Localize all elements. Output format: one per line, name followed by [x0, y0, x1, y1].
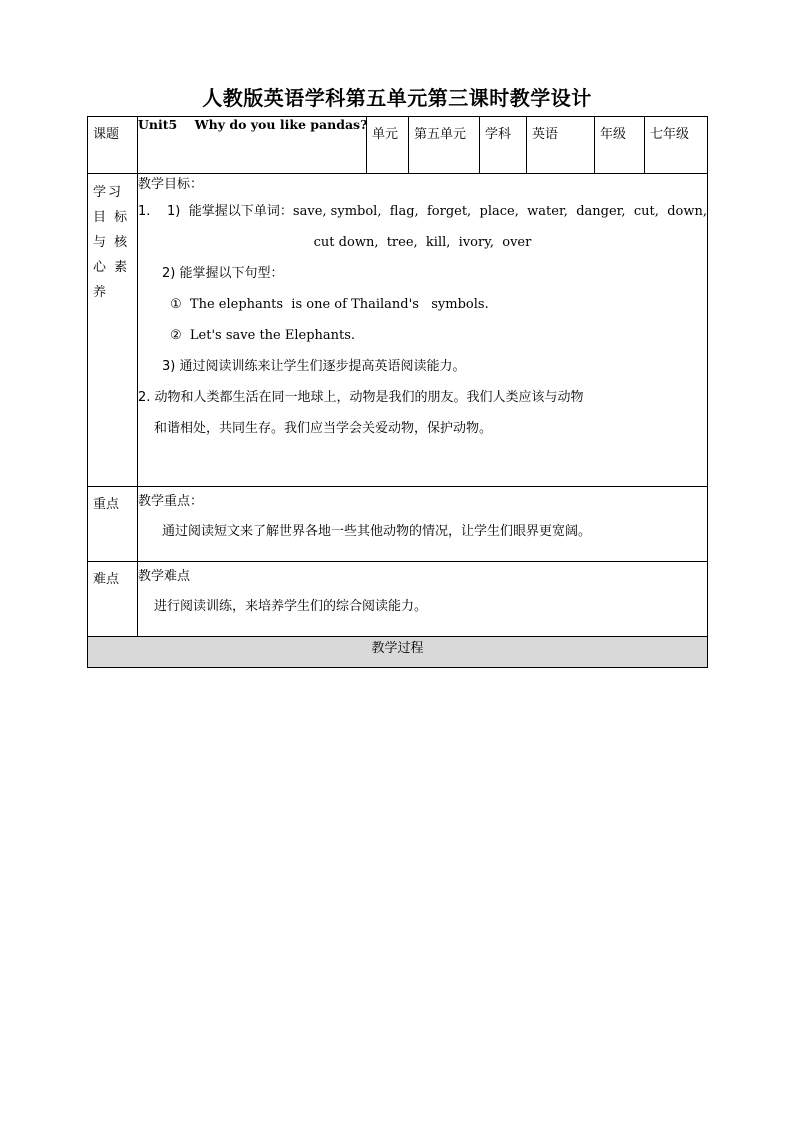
difficulties-content — [138, 562, 708, 637]
page-title: 人教版英语学科第五单元第三课时教学设计 — [202, 86, 592, 110]
topic-label: 课题 — [88, 117, 138, 174]
objective-sentences-heading: 2) 能掌握以下句型： — [162, 266, 284, 281]
key-points-text: 通过阅读短文来了解世界各地一些其他动物的情况，让学生们眼界更宽阔。 — [162, 524, 592, 539]
difficulties-label: 难点 — [88, 562, 138, 637]
key-points-row — [88, 487, 708, 562]
difficulties-row — [88, 562, 708, 637]
objective-sentence-2: ② Let's save the Elephants. — [170, 328, 356, 343]
subject-label: 学科 — [480, 117, 527, 174]
difficulties-text: 进行阅读训练，来培养学生们的综合阅读能力。 — [154, 599, 428, 614]
objective-words-cont: cut down, tree, kill, ivory, over — [313, 235, 532, 250]
objectives-content — [138, 174, 708, 487]
objective-words: 1. 1) 能掌握以下单词：save, symbol, flag, forget, place, water, danger, cut, down, — [138, 204, 707, 219]
key-points-heading: 教学重点： — [138, 494, 204, 509]
grade-label: 年级 — [595, 117, 645, 174]
topic-value: Unit5 Why do you like pandas? — [138, 117, 367, 174]
objectives-row — [88, 174, 708, 487]
subject-value: 英语 — [527, 117, 595, 174]
key-points-label: 重点 — [88, 487, 138, 562]
objective-animals-1: 2. 动物和人类都生活在同一地球上，动物是我们的朋友。我们人类应该与动物 — [138, 390, 584, 405]
objective-sentence-1: ① The elephants is one of Thailand's symbols. — [170, 297, 489, 312]
lesson-plan-table — [87, 116, 708, 668]
difficulties-heading: 教学难点 — [138, 569, 191, 584]
process-label: 教学过程 — [88, 637, 708, 668]
objectives-label: 学习 目 标 与 核 心 素 养 — [88, 174, 138, 487]
header-row — [88, 117, 708, 174]
unit-label: 单元 — [367, 117, 409, 174]
objectives-heading: 教学目标： — [138, 177, 204, 192]
grade-value: 七年级 — [645, 117, 708, 174]
process-row — [88, 637, 708, 668]
objective-reading: 3) 通过阅读训练来让学生们逐步提高英语阅读能力。 — [162, 359, 466, 374]
unit-value: 第五单元 — [409, 117, 480, 174]
objective-animals-2: 和谐相处，共同生存。我们应当学会关爱动物，保护动物。 — [154, 421, 493, 436]
key-points-content — [138, 487, 708, 562]
